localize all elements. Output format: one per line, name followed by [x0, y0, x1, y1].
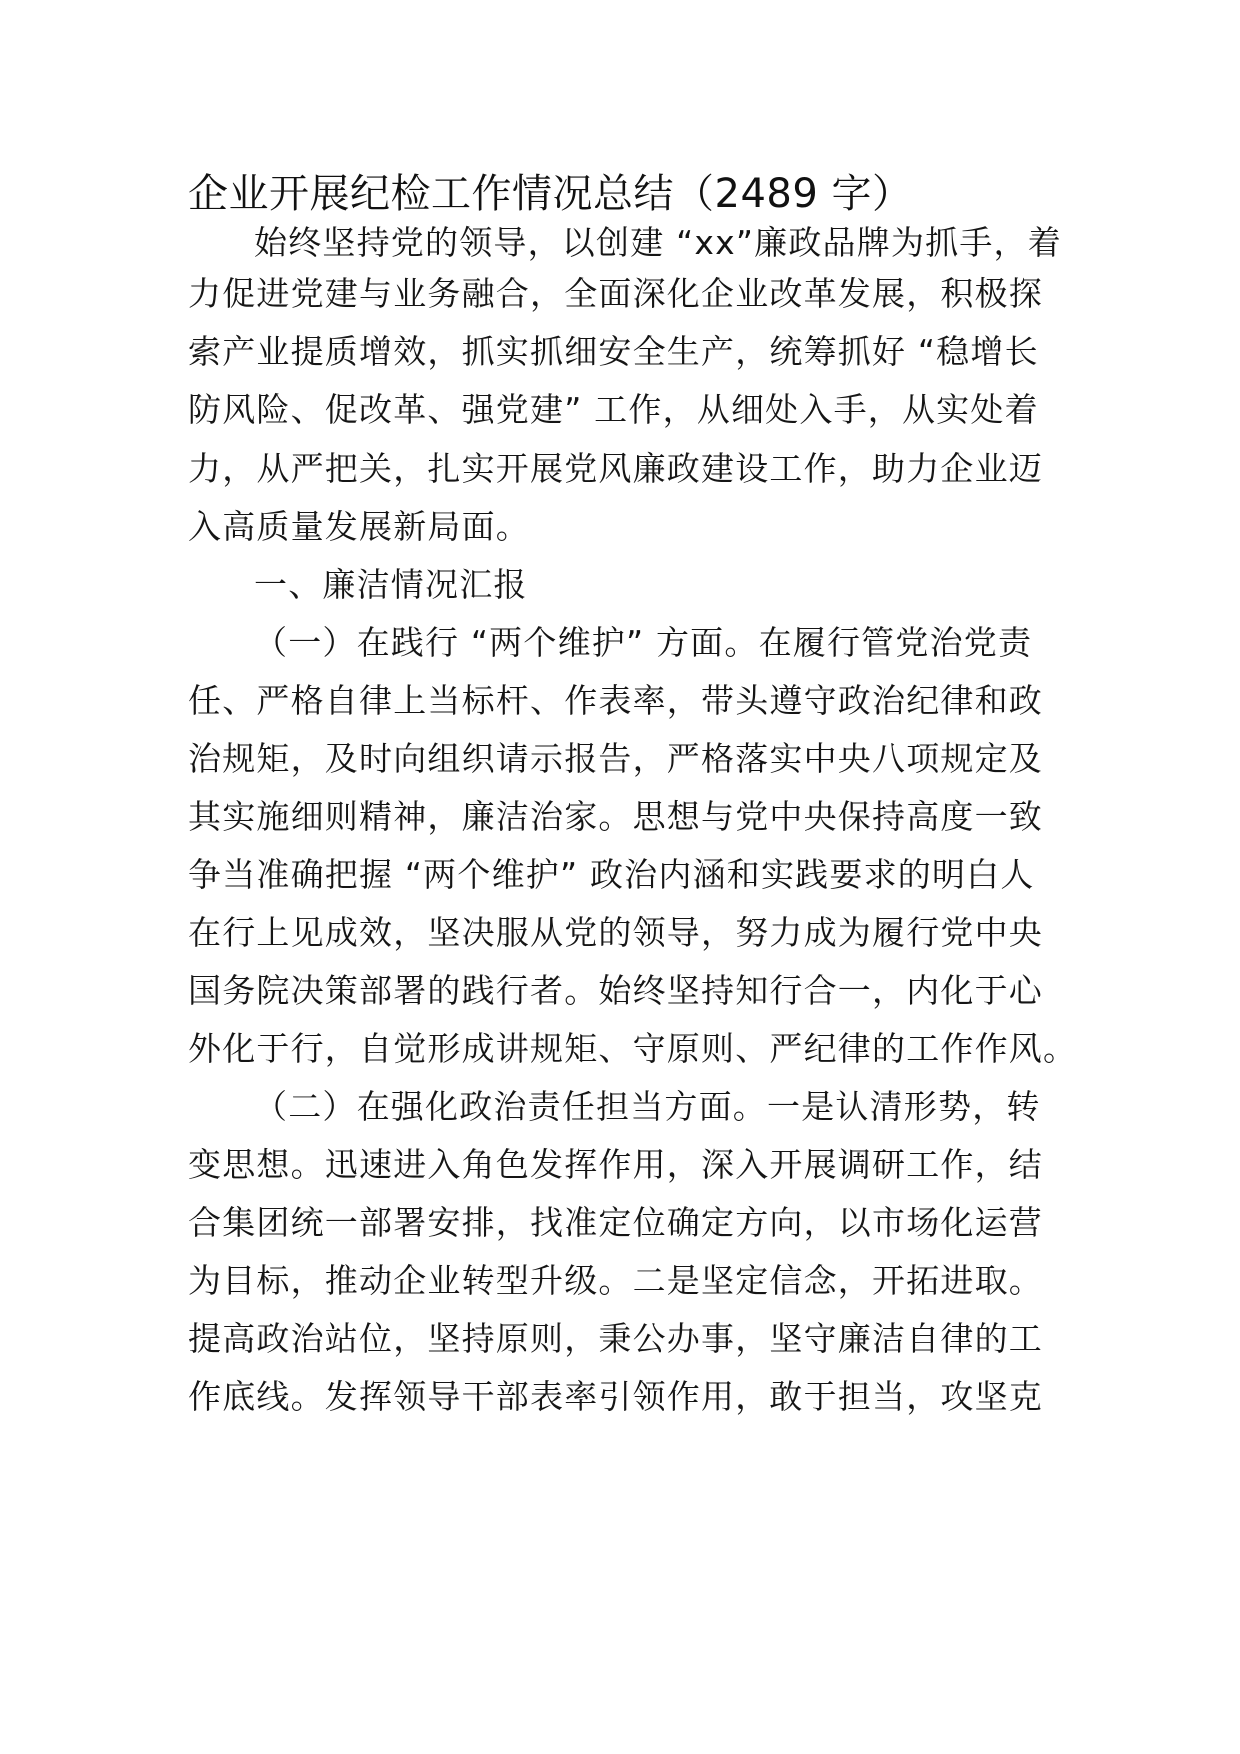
body-line: 提高政治站位，坚持原则，秉公办事，坚守廉洁自律的工	[188, 1319, 1043, 1358]
body-line: 始终坚持党的领导，以创建 “xx”廉政品牌为抓手，着	[254, 223, 1062, 262]
body-line: 力，从严把关，扎实开展党风廉政建设工作，助力企业迈	[188, 449, 1043, 488]
body-line: 入高质量发展新局面。	[188, 507, 530, 546]
body-line: 外化于行，自觉形成讲规矩、守原则、严纪律的工作作风。	[188, 1029, 1078, 1068]
body-line: 索产业提质增效，抓实抓细安全生产，统筹抓好 “稳增长	[188, 332, 1039, 371]
document-title: 企业开展纪检工作情况总结（2489 字）	[188, 171, 913, 217]
body-line: 任、严格自律上当标杆、作表率，带头遵守政治纪律和政	[188, 681, 1043, 720]
body-line: 变思想。迅速进入角色发挥作用，深入开展调研工作，结	[188, 1145, 1043, 1184]
body-line: 为目标，推动企业转型升级。二是坚定信念，开拓进取。	[188, 1261, 1043, 1300]
body-line: 治规矩，及时向组织请示报告，严格落实中央八项规定及	[188, 739, 1043, 778]
body-line: 力促进党建与业务融合，全面深化企业改革发展，积极探	[188, 274, 1043, 313]
section-heading: 一、廉洁情况汇报	[254, 565, 528, 604]
body-line: （一）在践行 “两个维护” 方面。在履行管党治党责	[254, 623, 1033, 662]
body-line: 防风险、促改革、强党建” 工作，从细处入手，从实处着	[188, 390, 1039, 429]
body-line: 国务院决策部署的践行者。始终坚持知行合一，内化于心	[188, 971, 1043, 1010]
body-line: 合集团统一部署安排，找准定位确定方向，以市场化运营	[188, 1203, 1043, 1242]
body-line: 在行上见成效，坚决服从党的领导，努力成为履行党中央	[188, 913, 1043, 952]
body-line: 作底线。发挥领导干部表率引领作用，敢于担当，攻坚克	[188, 1377, 1043, 1416]
body-line: 争当准确把握 “两个维护” 政治内涵和实践要求的明白人	[188, 855, 1035, 894]
body-line: （二）在强化政治责任担当方面。一是认清形势，转	[254, 1087, 1041, 1126]
body-line: 其实施细则精神，廉洁治家。思想与党中央保持高度一致	[188, 797, 1043, 836]
